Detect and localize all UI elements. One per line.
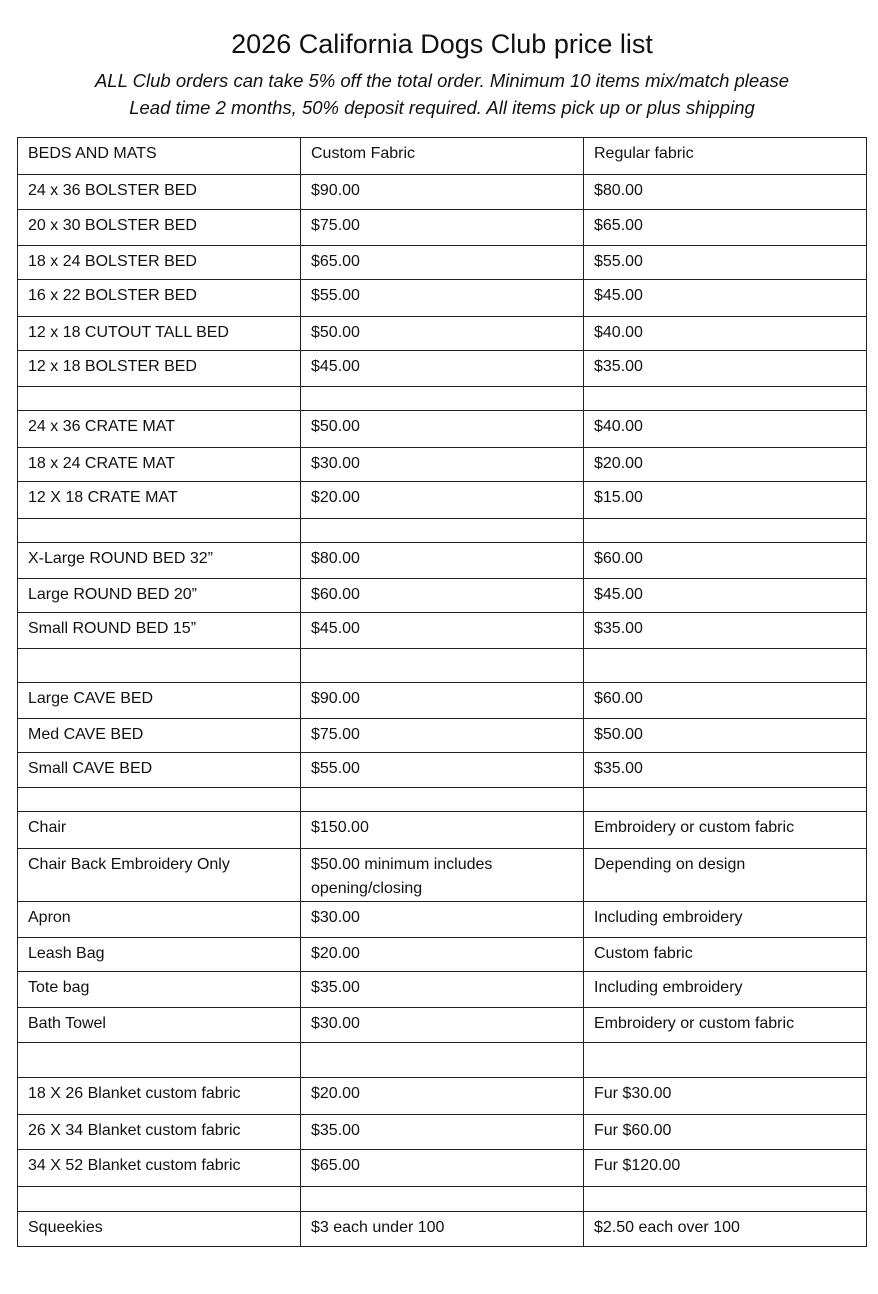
table-row (18, 1115, 867, 1150)
regular-fabric-price: $35.00 (584, 613, 867, 649)
regular-fabric-price: Depending on design (584, 849, 867, 902)
table-row (18, 1212, 867, 1247)
regular-fabric-price: $50.00 (584, 719, 867, 753)
custom-fabric-price: $55.00 (301, 753, 584, 788)
item-name (18, 1043, 301, 1078)
custom-fabric-price: $20.00 (301, 938, 584, 972)
item-name: Small ROUND BED 15” (18, 613, 301, 649)
custom-fabric-price: $150.00 (301, 812, 584, 849)
table-row (18, 849, 867, 902)
regular-fabric-price: $65.00 (584, 210, 867, 246)
table-row (18, 579, 867, 613)
table-row (18, 175, 867, 210)
custom-fabric-price (301, 387, 584, 411)
regular-fabric-price: $15.00 (584, 482, 867, 519)
custom-fabric-price: $60.00 (301, 579, 584, 613)
regular-fabric-price: $60.00 (584, 543, 867, 579)
item-name: Small CAVE BED (18, 753, 301, 788)
table-row (18, 613, 867, 649)
custom-fabric-price: $45.00 (301, 613, 584, 649)
custom-fabric-price (301, 788, 584, 812)
table-row (18, 448, 867, 482)
spacer-row (18, 1187, 867, 1212)
item-name: 34 X 52 Blanket custom fabric (18, 1150, 301, 1187)
custom-fabric-price: $30.00 (301, 902, 584, 938)
spacer-row (18, 387, 867, 411)
item-name: 12 x 18 BOLSTER BED (18, 351, 301, 387)
item-name: Leash Bag (18, 938, 301, 972)
regular-fabric-price: $40.00 (584, 317, 867, 351)
custom-fabric-price (301, 649, 584, 683)
regular-fabric-price: Including embroidery (584, 902, 867, 938)
custom-fabric-price (301, 519, 584, 543)
column-header-regular-fabric: Regular fabric (584, 138, 867, 175)
table-row (18, 938, 867, 972)
item-name: 18 x 24 CRATE MAT (18, 448, 301, 482)
regular-fabric-price: Custom fabric (584, 938, 867, 972)
regular-fabric-price (584, 387, 867, 411)
table-row (18, 753, 867, 788)
spacer-row (18, 649, 867, 683)
table-row (18, 482, 867, 519)
page-title: 2026 California Dogs Club price list (231, 29, 653, 59)
item-name: 20 x 30 BOLSTER BED (18, 210, 301, 246)
item-name (18, 649, 301, 683)
regular-fabric-price: $80.00 (584, 175, 867, 210)
custom-fabric-price: $20.00 (301, 482, 584, 519)
table-row (18, 317, 867, 351)
custom-fabric-price: $30.00 (301, 448, 584, 482)
price-table (17, 137, 867, 1247)
regular-fabric-price: $55.00 (584, 246, 867, 280)
table-row (18, 719, 867, 753)
custom-fabric-price: $90.00 (301, 175, 584, 210)
table-row (18, 972, 867, 1008)
item-name: 24 x 36 CRATE MAT (18, 411, 301, 448)
regular-fabric-price: $2.50 each over 100 (584, 1212, 867, 1247)
regular-fabric-price: Fur $30.00 (584, 1078, 867, 1115)
table-row (18, 902, 867, 938)
custom-fabric-price: $35.00 (301, 972, 584, 1008)
custom-fabric-price: $75.00 (301, 719, 584, 753)
price-table-body (18, 138, 867, 1247)
table-row (18, 280, 867, 317)
table-row (18, 1008, 867, 1043)
table-row (18, 1150, 867, 1187)
regular-fabric-price: Embroidery or custom fabric (584, 812, 867, 849)
discount-note: ALL Club orders can take 5% off the total order. Minimum 10 items mix/match please (94, 70, 790, 91)
regular-fabric-price: $35.00 (584, 753, 867, 788)
item-name: X-Large ROUND BED 32” (18, 543, 301, 579)
table-row (18, 210, 867, 246)
table-row (18, 246, 867, 280)
regular-fabric-price: $45.00 (584, 579, 867, 613)
custom-fabric-price: $65.00 (301, 246, 584, 280)
regular-fabric-price (584, 1187, 867, 1212)
item-name: 26 X 34 Blanket custom fabric (18, 1115, 301, 1150)
table-header-row (18, 138, 867, 175)
regular-fabric-price: $20.00 (584, 448, 867, 482)
table-row (18, 411, 867, 448)
regular-fabric-price: $40.00 (584, 411, 867, 448)
regular-fabric-price: Embroidery or custom fabric (584, 1008, 867, 1043)
item-name: 12 X 18 CRATE MAT (18, 482, 301, 519)
item-name: Chair Back Embroidery Only (18, 849, 301, 902)
custom-fabric-price (301, 1043, 584, 1078)
item-name: 24 x 36 BOLSTER BED (18, 175, 301, 210)
regular-fabric-price: Including embroidery (584, 972, 867, 1008)
custom-fabric-price: $35.00 (301, 1115, 584, 1150)
table-row (18, 812, 867, 849)
custom-fabric-price: $75.00 (301, 210, 584, 246)
custom-fabric-price: $80.00 (301, 543, 584, 579)
table-row (18, 351, 867, 387)
table-row (18, 1078, 867, 1115)
item-name: Tote bag (18, 972, 301, 1008)
regular-fabric-price: $35.00 (584, 351, 867, 387)
item-name (18, 1187, 301, 1212)
custom-fabric-price: $50.00 minimum includes opening/closing (301, 849, 584, 902)
item-name: Bath Towel (18, 1008, 301, 1043)
regular-fabric-price: Fur $120.00 (584, 1150, 867, 1187)
regular-fabric-price: $60.00 (584, 683, 867, 719)
item-name: Chair (18, 812, 301, 849)
custom-fabric-price: $65.00 (301, 1150, 584, 1187)
column-header-item: BEDS AND MATS (18, 138, 301, 175)
custom-fabric-price: $3 each under 100 (301, 1212, 584, 1247)
spacer-row (18, 519, 867, 543)
item-name: Large ROUND BED 20” (18, 579, 301, 613)
table-row (18, 683, 867, 719)
item-name: 12 x 18 CUTOUT TALL BED (18, 317, 301, 351)
regular-fabric-price (584, 1043, 867, 1078)
custom-fabric-price: $50.00 (301, 317, 584, 351)
regular-fabric-price: $45.00 (584, 280, 867, 317)
item-name: Large CAVE BED (18, 683, 301, 719)
item-name: 16 x 22 BOLSTER BED (18, 280, 301, 317)
custom-fabric-price (301, 1187, 584, 1212)
item-name: 18 x 24 BOLSTER BED (18, 246, 301, 280)
regular-fabric-price (584, 519, 867, 543)
custom-fabric-price: $90.00 (301, 683, 584, 719)
item-name: Squeekies (18, 1212, 301, 1247)
item-name: Apron (18, 902, 301, 938)
item-name (18, 387, 301, 411)
table-row (18, 543, 867, 579)
spacer-row (18, 788, 867, 812)
custom-fabric-price: $50.00 (301, 411, 584, 448)
item-name (18, 519, 301, 543)
regular-fabric-price (584, 788, 867, 812)
regular-fabric-price: Fur $60.00 (584, 1115, 867, 1150)
item-name: Med CAVE BED (18, 719, 301, 753)
custom-fabric-price: $20.00 (301, 1078, 584, 1115)
item-name (18, 788, 301, 812)
regular-fabric-price (584, 649, 867, 683)
item-name: 18 X 26 Blanket custom fabric (18, 1078, 301, 1115)
lead-time-note: Lead time 2 months, 50% deposit required. All items pick up or plus shipping (129, 97, 755, 118)
spacer-row (18, 1043, 867, 1078)
column-header-custom-fabric: Custom Fabric (301, 138, 584, 175)
custom-fabric-price: $45.00 (301, 351, 584, 387)
custom-fabric-price: $30.00 (301, 1008, 584, 1043)
custom-fabric-price: $55.00 (301, 280, 584, 317)
